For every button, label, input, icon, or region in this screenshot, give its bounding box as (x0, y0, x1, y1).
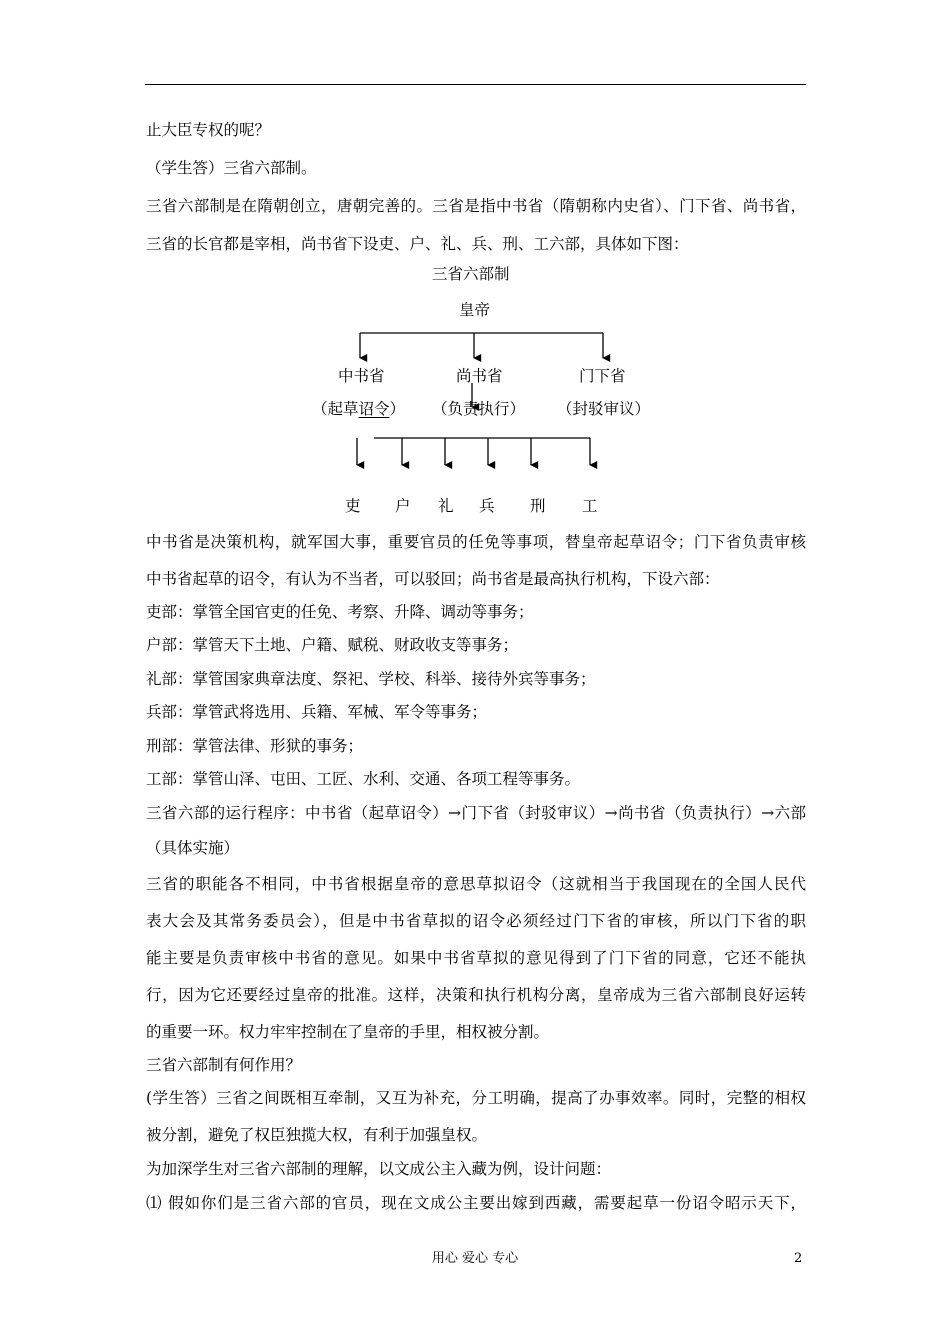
text-line: 户部：掌管天下土地、户籍、赋税、财政收支等事务； (146, 636, 519, 654)
text-line: (学生答）三省之间既相互牵制，又互为补充，分工明确，提高了办事效率。同时，完整的相权 (146, 1089, 806, 1107)
text-line: （学生答）三省六部制。 (146, 159, 317, 177)
ministry-li-rites: 礼 (438, 497, 454, 515)
text-line: ⑴ 假如你们是三省六部的官员，现在文成公主要出嫁到西藏，需要起草一份诏令昭示天下， (146, 1194, 806, 1212)
text-line: 三省六部制有何作用？ (146, 1056, 302, 1074)
emperor-label: 皇帝 (459, 301, 491, 319)
text-line: 三省的长官都是宰相，尚书省下设吏、户、礼、兵、刑、工六部，具体如下图： (146, 235, 689, 253)
text-line: 三省六部的运行程序：中书省（起草诏令）→门下省（封驳审议）→尚书省（负责执行）→六部 (146, 804, 806, 822)
text-line: 中书省是决策机构，就军国大事，重要官员的任免等事项，替皇帝起草诏令；门下省负责审核 (146, 533, 806, 551)
zhongshu-role-close: ） (389, 400, 406, 418)
text-line: 被分割，避免了权臣独揽大权，有利于加强皇权。 (146, 1126, 488, 1144)
text-line: 的重要一环。权力牢牢控制在了皇帝的手里，相权被分割。 (146, 1023, 550, 1041)
page-number: 2 (794, 1251, 803, 1266)
ministry-gong: 工 (582, 497, 598, 515)
text-line: 中书省起草的诏令，有认为不当者，可以驳回；尚书省是最高执行机构，下设六部： (146, 570, 720, 588)
text-line: 止大臣专权的呢？ (146, 121, 271, 139)
footer-text: 用心 爱心 专心 (431, 1251, 519, 1266)
zhongshu-name: 中书省 (338, 367, 385, 385)
shangshu-role: （负责执行） (432, 400, 526, 418)
zhongshu-role-underlined: 诏令 (358, 400, 390, 418)
text-line: 礼部：掌管国家典章法度、祭祀、学校、科举、接待外宾等事务； (146, 670, 596, 688)
text-line: 兵部：掌管武将选用、兵籍、军械、军令等事务； (146, 703, 488, 721)
text-line: 工部：掌管山泽、屯田、工匠、水利、交通、各项工程等事务。 (146, 770, 581, 788)
ministry-bing: 兵 (479, 497, 495, 515)
text-line: 为加深学生对三省六部制的理解，以文成公主入藏为例，设计问题： (146, 1160, 612, 1178)
text-line: 能主要是负责审核中书省的意见。如果中书省草拟的意见得到了门下省的同意，它还不能执 (146, 949, 806, 967)
text-line: 三省六部制是在隋朝创立，唐朝完善的。三省是指中书省（隋朝称内史省）、门下省、尚书省， (146, 197, 806, 215)
header-rule (145, 84, 806, 85)
menxia-role: （封驳审议） (557, 400, 651, 418)
diagram-title: 三省六部制 (432, 265, 510, 283)
menxia-name: 门下省 (579, 367, 626, 385)
text-line: 行，因为它还要经过皇帝的批准。这样，决策和执行机构分离，皇帝成为三省六部制良好运转 (146, 986, 806, 1004)
ministry-li-personnel: 吏 (345, 497, 361, 515)
zhongshu-role (312, 399, 405, 419)
text-line: 三省的职能各不相同，中书省根据皇帝的意思草拟诏令（这就相当于我国现在的全国人民代 (146, 875, 806, 893)
ministry-xing: 刑 (530, 497, 546, 515)
text-line: （具体实施） (146, 839, 240, 857)
ministry-hu: 户 (395, 497, 411, 515)
text-line: 吏部：掌管全国官吏的任免、考察、升降、调动等事务； (146, 603, 534, 621)
shangshu-name: 尚书省 (456, 367, 503, 385)
zhongshu-role-open: （起草 (312, 400, 359, 418)
text-line: 刑部：掌管法律、形狱的事务； (146, 737, 364, 755)
text-line: 表大会及其常务委员会），但是中书省草拟的诏令必须经过门下省的审核，所以门下省的职 (146, 912, 806, 930)
